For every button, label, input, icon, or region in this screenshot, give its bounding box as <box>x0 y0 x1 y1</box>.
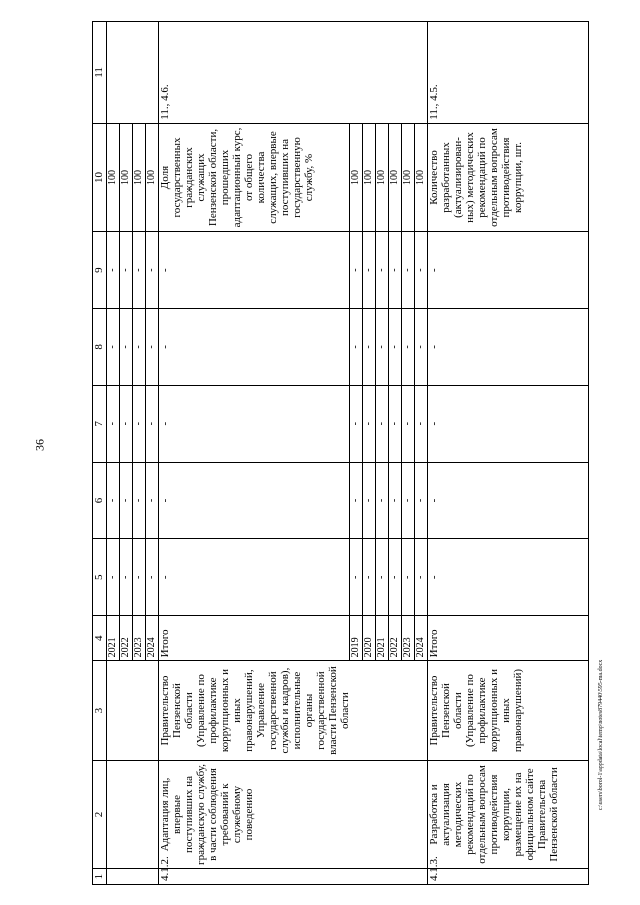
value-cell: - <box>349 385 362 462</box>
value-cell: - <box>362 462 375 539</box>
indicator-cell: Доля государственных гражданских служащих Пензенской области, прошедших адаптационный курс, от общего количества служащих, впервые поступивших на государственную службу, % <box>159 123 350 231</box>
value-cell: - <box>401 232 414 309</box>
column-header: 7 <box>93 385 107 462</box>
value-cell: - <box>146 462 159 539</box>
column-header: 11 <box>93 22 107 124</box>
indicator-value-cell: 100 <box>388 123 401 231</box>
value-cell: - <box>120 309 133 386</box>
value-cell: - <box>414 462 427 539</box>
value-cell: - <box>120 385 133 462</box>
value-cell: - <box>133 309 146 386</box>
table-frame <box>92 21 589 885</box>
value-cell: - <box>349 232 362 309</box>
year-cell: 2022 <box>120 616 133 661</box>
indicator-value-cell: 100 <box>133 123 146 231</box>
indicator-value-cell: 100 <box>107 123 120 231</box>
year-cell: 2023 <box>133 616 146 661</box>
value-cell: - <box>159 309 350 386</box>
column-header: 10 <box>93 123 107 231</box>
column-header: 5 <box>93 539 107 616</box>
value-cell: - <box>120 539 133 616</box>
value-cell: - <box>401 539 414 616</box>
value-cell: - <box>388 232 401 309</box>
value-cell: - <box>133 539 146 616</box>
rotated-landscape-page <box>92 21 589 885</box>
value-cell: - <box>133 462 146 539</box>
indicator-value-cell: 100 <box>146 123 159 231</box>
indicator-value-cell: 100 <box>414 123 427 231</box>
value-cell: - <box>146 539 159 616</box>
total-label-cell: Итого <box>159 616 350 661</box>
indicator-cell: Количество разработанных (актуализирован-ных) методических рекомендаций по отдельным вопросам противодействия коррупции, шт. <box>427 123 588 231</box>
year-cell: 2019 <box>349 616 362 661</box>
value-cell: - <box>427 232 588 309</box>
indicator-value-cell: 100 <box>120 123 133 231</box>
column-header: 2 <box>93 760 107 868</box>
value-cell: - <box>107 309 120 386</box>
year-cell: 2020 <box>362 616 375 661</box>
value-cell: - <box>401 385 414 462</box>
column-header: 3 <box>93 661 107 760</box>
indicator-value-cell: 100 <box>375 123 388 231</box>
value-cell: - <box>375 462 388 539</box>
value-cell: - <box>427 385 588 462</box>
item-name-cell: Адаптация лиц, впервые поступивших на гражданскую службу, в части соблюдения требований к служебному поведению <box>159 760 428 868</box>
value-cell: - <box>120 462 133 539</box>
column-header: 1 <box>93 869 107 885</box>
value-cell: - <box>159 539 350 616</box>
column-header: 6 <box>93 462 107 539</box>
year-cell: 2022 <box>388 616 401 661</box>
value-cell: - <box>375 539 388 616</box>
reference-cell: 11., 4.5. <box>427 22 588 124</box>
value-cell: - <box>107 539 120 616</box>
column-header: 9 <box>93 232 107 309</box>
table-cell <box>107 869 159 885</box>
value-cell: - <box>349 462 362 539</box>
value-cell: - <box>349 309 362 386</box>
year-cell: 2024 <box>414 616 427 661</box>
value-cell: - <box>388 309 401 386</box>
value-cell: - <box>120 232 133 309</box>
value-cell: - <box>146 232 159 309</box>
table-cell <box>107 760 159 868</box>
column-header: 8 <box>93 309 107 386</box>
indicator-value-cell: 100 <box>362 123 375 231</box>
value-cell: - <box>133 385 146 462</box>
value-cell: - <box>414 385 427 462</box>
item-name-cell: Разработка и актуализация методических рекомендаций по отдельным вопросам противодействия коррупции, размещение их на официальном сайте Правительства Пензенской области <box>427 760 588 868</box>
value-cell: - <box>159 385 350 462</box>
table-cell <box>107 22 159 124</box>
item-number-cell: 4.1.2. <box>159 869 428 885</box>
year-cell: 2024 <box>146 616 159 661</box>
value-cell: - <box>146 309 159 386</box>
value-cell: - <box>414 309 427 386</box>
value-cell: - <box>362 309 375 386</box>
value-cell: - <box>427 539 588 616</box>
value-cell: - <box>107 385 120 462</box>
value-cell: - <box>388 385 401 462</box>
value-cell: - <box>146 385 159 462</box>
indicator-value-cell: 100 <box>401 123 414 231</box>
executor-cell: Правительство Пензенской области (Управление по профилактике коррупционных и иных правонарушений) <box>427 661 588 760</box>
year-cell: 2021 <box>107 616 120 661</box>
value-cell: - <box>388 539 401 616</box>
value-cell: - <box>414 539 427 616</box>
column-header: 4 <box>93 616 107 661</box>
value-cell: - <box>107 462 120 539</box>
value-cell: - <box>427 309 588 386</box>
value-cell: - <box>388 462 401 539</box>
value-cell: - <box>107 232 120 309</box>
value-cell: - <box>362 232 375 309</box>
page-number: 36 <box>32 439 47 451</box>
table-row <box>159 22 350 885</box>
footer-file-path: c:\users\borol-1\appdata\local\temp\notes879440\595-ma.docx <box>598 659 604 811</box>
value-cell: - <box>375 309 388 386</box>
value-cell: - <box>401 309 414 386</box>
executor-cell: Правительство Пензенской области (Управление по профилактике коррупционных и иных правонарушений, Управление государственной службы и кадров), исполнительные органы государственной власти Пензенской области <box>159 661 428 760</box>
indicator-value-cell: 100 <box>349 123 362 231</box>
value-cell: - <box>159 232 350 309</box>
value-cell: - <box>349 539 362 616</box>
value-cell: - <box>375 232 388 309</box>
table-row <box>427 22 588 885</box>
value-cell: - <box>401 462 414 539</box>
value-cell: - <box>133 232 146 309</box>
value-cell: - <box>362 385 375 462</box>
year-cell: 2021 <box>375 616 388 661</box>
value-cell: - <box>159 462 350 539</box>
item-number-cell: 4.1.3. <box>427 869 588 885</box>
value-cell: - <box>375 385 388 462</box>
header-row <box>93 22 107 885</box>
reference-cell: 11., 4.6. <box>159 22 428 124</box>
value-cell: - <box>414 232 427 309</box>
value-cell: - <box>427 462 588 539</box>
table-cell <box>107 661 159 760</box>
table-row <box>107 22 120 885</box>
year-cell: 2023 <box>401 616 414 661</box>
total-label-cell: Итого <box>427 616 588 661</box>
measures-table <box>92 21 589 885</box>
value-cell: - <box>362 539 375 616</box>
